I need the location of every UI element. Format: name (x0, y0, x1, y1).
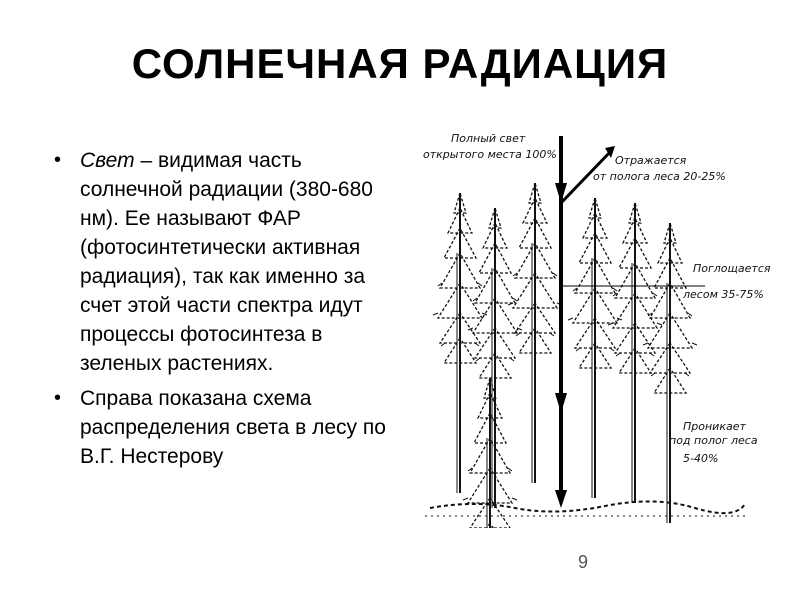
tree-7 (463, 378, 517, 528)
bullet-list (50, 146, 395, 477)
label-absorbed-1: Поглощается (693, 262, 771, 275)
bullet-text: – видимая часть солнечной радиации (380-680 нм). Ее называют ФАР (фотосинтетически активная радиация), так как именно за счет этой части спектра идут процессы фотосинтеза в зеленых растениях. (80, 149, 373, 375)
tree-5 (608, 203, 662, 503)
tree-4 (568, 198, 622, 498)
label-reflected-2: от полога леса 20-25% (593, 170, 726, 183)
label-reflected-1: Отражается (615, 154, 687, 167)
label-absorbed-2: лесом 35-75% (683, 288, 764, 301)
bullet-term: Свет (80, 149, 135, 172)
label-full-light-2: открытого места 100% (423, 148, 557, 161)
bullet-text: Справа показана схема распределения света в лесу по В.Г. Нестерову (80, 387, 386, 468)
label-penetrates-1: Проникает (683, 420, 746, 433)
bullet-dot-icon: • (54, 387, 62, 409)
bullet-item-light (50, 146, 395, 378)
label-full-light-1: Полный свет (451, 132, 526, 145)
label-penetrates-3: 5-40% (683, 452, 719, 465)
slide-title: СОЛНЕЧНАЯ РАДИАЦИЯ (131, 40, 669, 87)
bullet-dot-icon: • (54, 149, 62, 171)
bullet-item-diagram-note (50, 384, 395, 471)
tree-1 (433, 193, 487, 493)
label-penetrates-2: под полог леса (669, 434, 758, 447)
reflected-light-arrow (561, 150, 612, 218)
page-number: 9 (578, 552, 589, 572)
forest-light-diagram (415, 128, 790, 528)
tree-3 (508, 183, 562, 483)
tree-2 (468, 208, 522, 508)
